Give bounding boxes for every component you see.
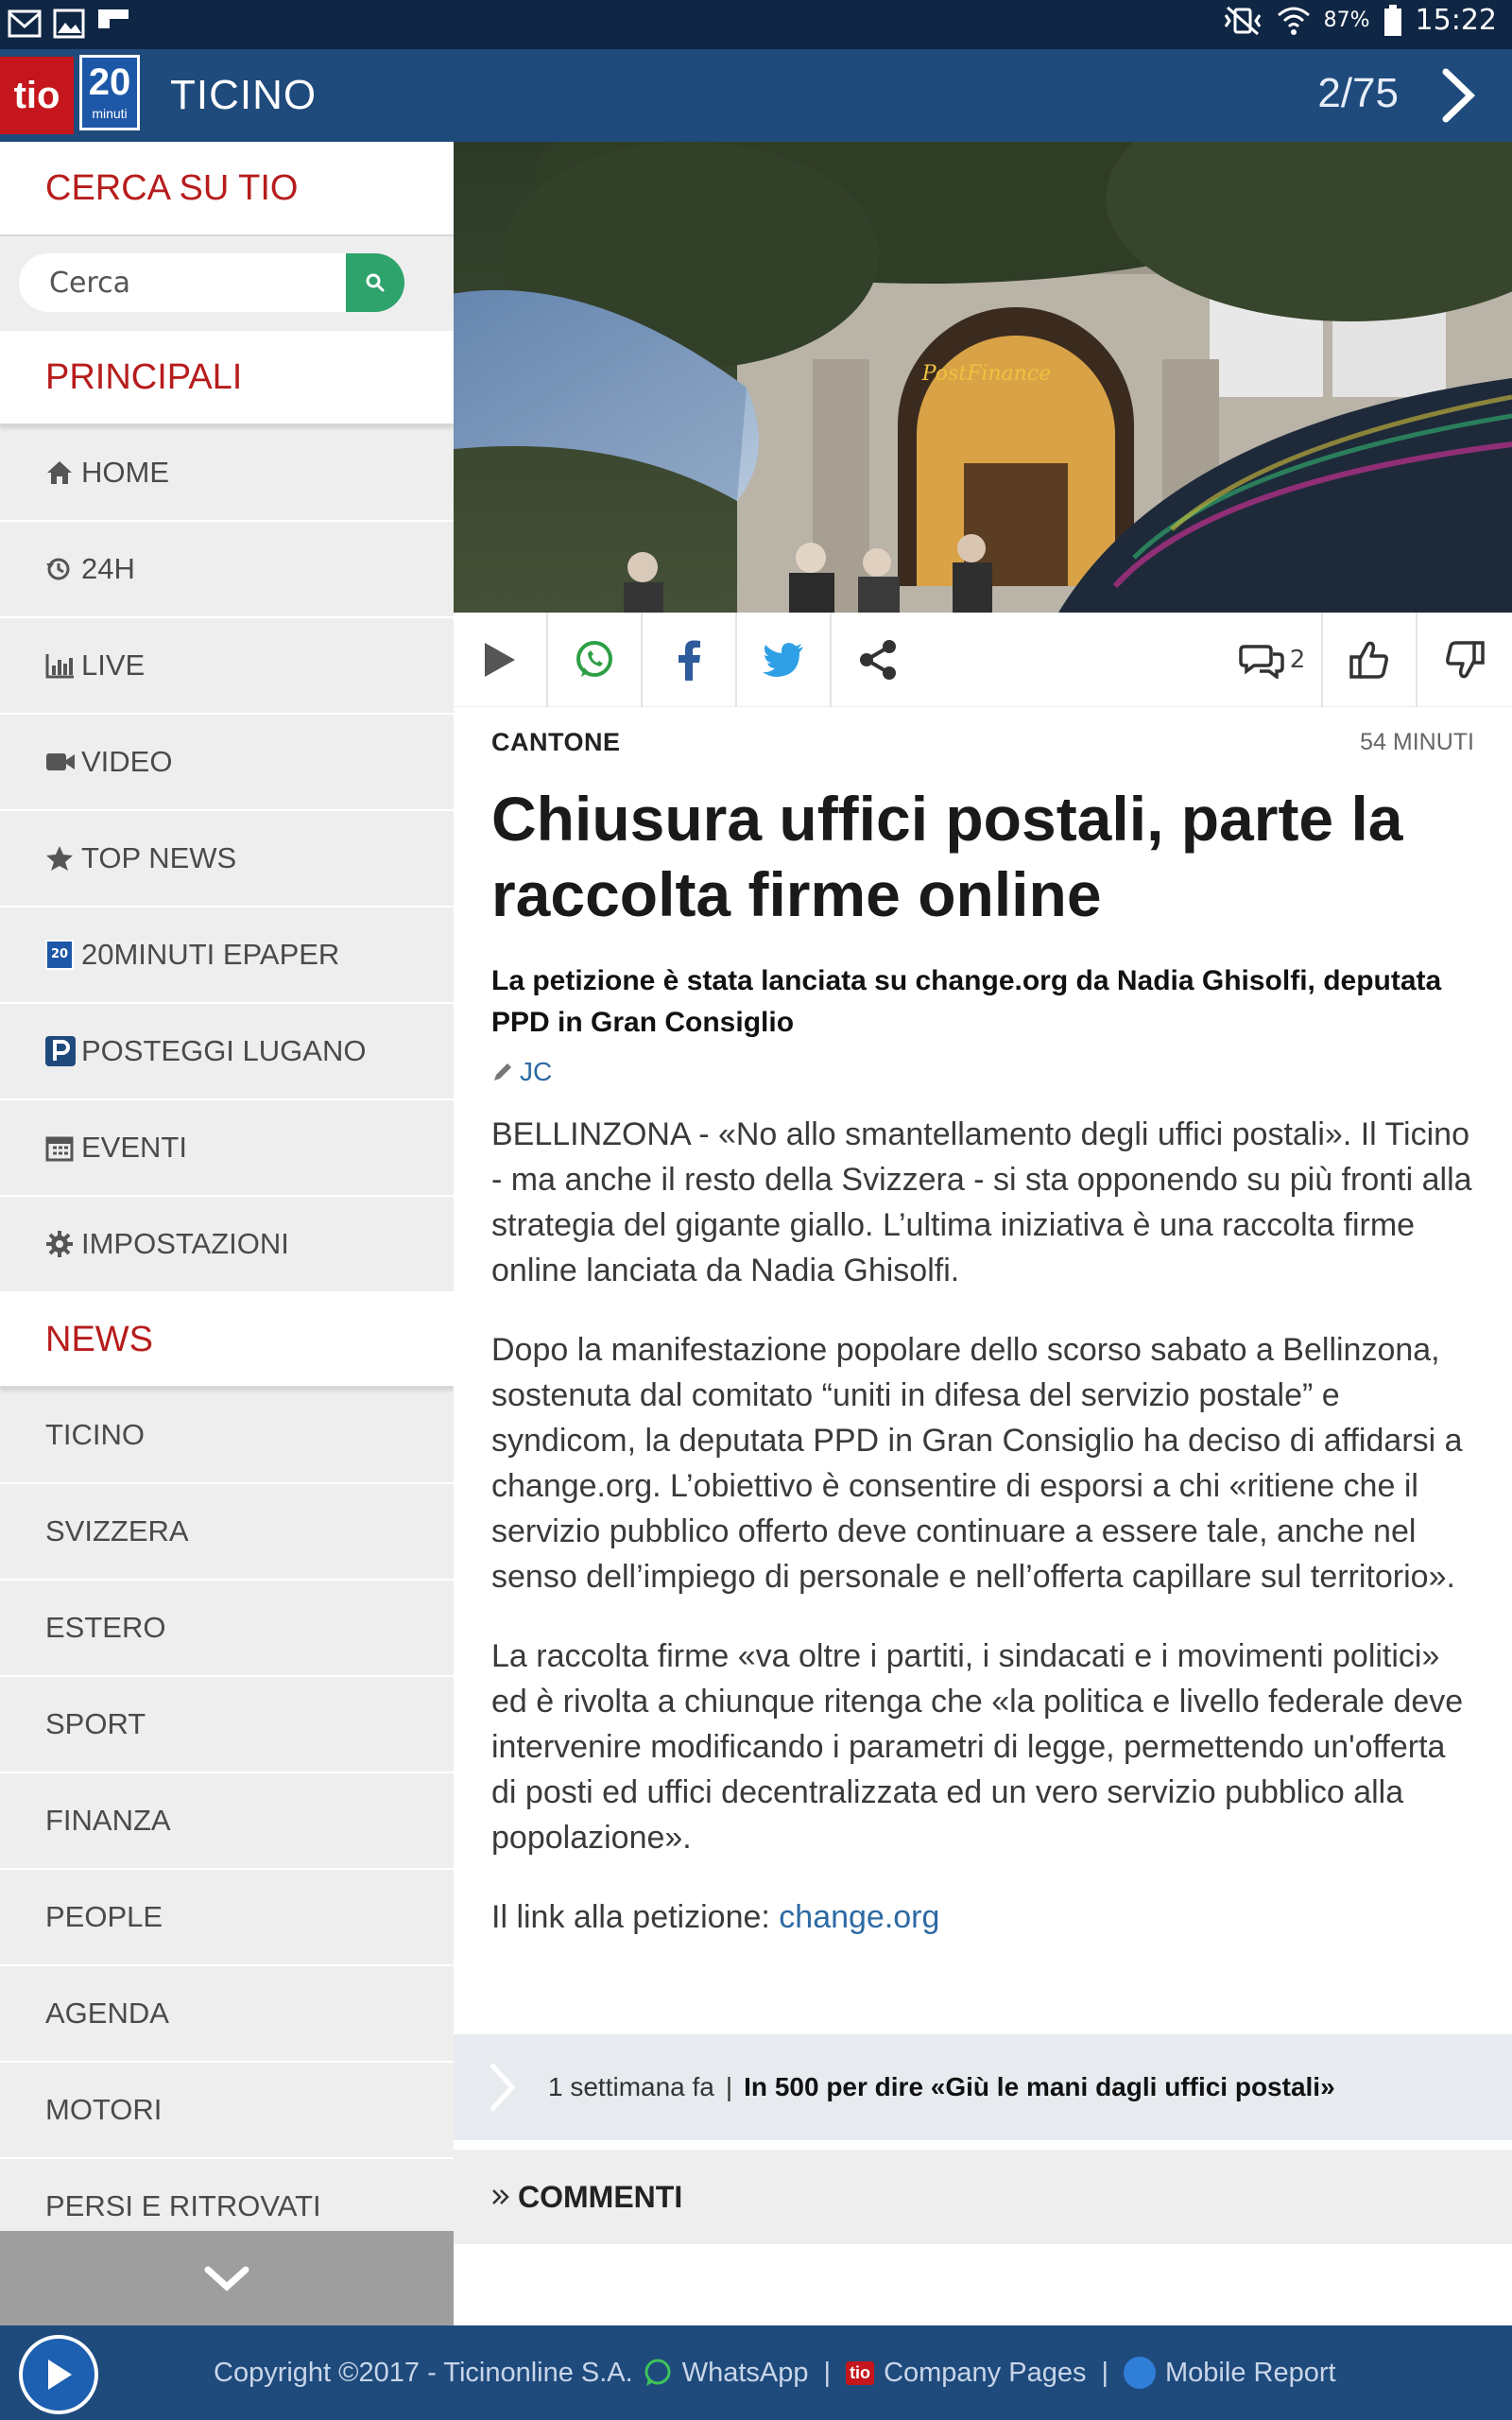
article-body: [491, 720, 1474, 1940]
petition-link-paragraph: [491, 1894, 1474, 1940]
news-heading: NEWS: [0, 1293, 454, 1388]
calendar-icon: [45, 1133, 74, 1162]
sidebar-item-persi-ritrovati[interactable]: PERSI E RITROVATI: [0, 2159, 454, 2231]
mobile-report-icon: [1124, 2357, 1156, 2389]
comments-count-button[interactable]: [1228, 613, 1315, 707]
article-hero-image[interactable]: [454, 142, 1512, 613]
comments-icon: [1239, 641, 1284, 679]
comments-label: COMMENTI: [518, 2179, 683, 2214]
facebook-share-button[interactable]: [643, 613, 735, 707]
search-icon: [364, 271, 387, 294]
petition-link[interactable]: change.org: [779, 1899, 940, 1935]
article-paragraph: Dopo la manifestazione popolare dello scorso sabato a Bellinzona, sostenuta dal comitato “uniti in difesa del servizio postale” e syndicom, la deputata PPD in Gran Consiglio ha deciso di affidarsi a change.org. L’obiettivo è consentire di esporsi a chi «ritiene che il servizio pubblico offerto deve continuare a essere tale, anche nel senso dell’impiego di personale e nell’offerta capillare sul territorio».: [491, 1332, 1463, 1595]
footer-links: Copyright ©2017 - Ticinonline S.A. WhatsApp | tio Company Pages | Mobile Report: [214, 2357, 1336, 2388]
sidebar-scroll-down-button[interactable]: [0, 2231, 454, 2325]
sidebar-item-parking[interactable]: [0, 1004, 454, 1100]
play-icon: [483, 641, 517, 679]
sidebar-item-label: TOP NEWS: [81, 841, 237, 874]
related-title: In 500 per dire «Giù le mani dagli uffici postali»: [744, 2072, 1335, 2101]
article-category[interactable]: CANTONE: [491, 727, 621, 756]
thumbs-down-icon: [1444, 639, 1486, 681]
related-article[interactable]: [454, 2034, 1512, 2140]
related-time: 1 settimana fa: [548, 2072, 714, 2101]
sidebar-item-home[interactable]: [0, 425, 454, 522]
gmail-icon: [8, 8, 42, 40]
20minuti-logo-sub: minuti: [92, 106, 128, 121]
share-icon: [857, 639, 899, 681]
article-subtitle: La petizione è stata lanciata su change.org da Nadia Ghisolfi, deputata PPD in Gran Consiglio: [491, 965, 1442, 1038]
flipboard-icon: [96, 8, 130, 40]
play-audio-button[interactable]: [454, 613, 546, 707]
article-time: 54 MINUTI: [1360, 728, 1474, 755]
article-paragraph: BELLINZONA - «No allo smantellamento degli uffici postali». Il Ticino - ma anche il resto della Svizzera - si sta opponendo su più fronti alla strategia del gigante giallo. L’ultima iniziativa è una raccolta firme online lanciata da Nadia Ghisolfi.: [491, 1116, 1472, 1288]
app-header: [0, 49, 1512, 142]
sidebar-item-24h[interactable]: [0, 522, 454, 618]
whatsapp-link[interactable]: WhatsApp: [681, 2357, 809, 2388]
facebook-icon: [675, 639, 703, 681]
bar-chart-icon: [45, 652, 76, 679]
footer-bar: [0, 2325, 1512, 2420]
whatsapp-icon: [574, 639, 615, 681]
clock: 15:22: [1415, 4, 1497, 37]
comments-count: 2: [1289, 646, 1306, 674]
chevron-right-icon: [484, 2061, 518, 2114]
sidebar-menu: [0, 142, 454, 2231]
sidebar-item-finanza[interactable]: FINANZA: [0, 1773, 454, 1870]
gear-icon: [45, 1230, 74, 1258]
search-input[interactable]: Cerca: [19, 253, 350, 312]
sidebar-item-sport[interactable]: SPORT: [0, 1677, 454, 1773]
svg-text:20: 20: [50, 947, 69, 961]
twitter-icon: [763, 643, 804, 677]
sidebar-item-top-news[interactable]: [0, 811, 454, 908]
copyright-text: Copyright ©2017 - Ticinonline S.A.: [214, 2357, 633, 2388]
mobile-report-link[interactable]: Mobile Report: [1165, 2357, 1336, 2388]
chevron-down-icon: [202, 2262, 251, 2294]
sidebar-item-label: HOME: [81, 456, 169, 489]
comments-section-toggle[interactable]: [454, 2150, 1512, 2244]
sidebar-item-svizzera[interactable]: SVIZZERA: [0, 1484, 454, 1581]
sidebar-item-label: IMPOSTAZIONI: [81, 1227, 289, 1260]
status-bar: [0, 0, 1512, 49]
20minuti-logo[interactable]: [79, 55, 140, 130]
next-article-chevron-icon[interactable]: [1423, 62, 1489, 129]
pencil-icon: [491, 1061, 514, 1083]
history-icon: [45, 556, 72, 582]
radio-play-button[interactable]: [19, 2335, 98, 2414]
sidebar-item-ticino[interactable]: TICINO: [0, 1388, 454, 1484]
star-icon: [45, 845, 74, 872]
article-meta: [491, 720, 1474, 764]
sidebar-item-label: EVENTI: [81, 1131, 187, 1164]
parking-icon: [45, 1036, 76, 1066]
article-paragraph: La raccolta firme «va oltre i partiti, i sindacati e i movimenti politici» ed è rivolta a chiunque ritenga che «la politica e livello federale deve intervenire modificando i parametri di legge, permettendo un'offerta di posti ed uffici decentralizzata ed un vero servizio pubblico alla popolazione».: [491, 1638, 1464, 1856]
wifi-icon: [1277, 6, 1311, 36]
dislike-button[interactable]: [1418, 613, 1512, 707]
tio-small-logo: tio: [846, 2361, 874, 2385]
share-button[interactable]: [832, 613, 924, 707]
20minuti-epaper-icon: [45, 940, 74, 970]
tio-logo[interactable]: tio: [0, 57, 74, 134]
sidebar-item-video[interactable]: [0, 715, 454, 811]
sidebar-item-estero[interactable]: ESTERO: [0, 1581, 454, 1677]
whatsapp-share-button[interactable]: [548, 613, 641, 707]
sidebar-item-epaper[interactable]: [0, 908, 454, 1004]
related-separator: |: [725, 2072, 733, 2101]
sidebar-item-label: POSTEGGI LUGANO: [81, 1034, 367, 1067]
whatsapp-icon: [643, 2358, 673, 2388]
company-pages-link[interactable]: Company Pages: [884, 2357, 1087, 2388]
hero-sign: PostFinance: [921, 362, 1052, 386]
sidebar-item-people[interactable]: PEOPLE: [0, 1870, 454, 1966]
search-button[interactable]: [346, 253, 404, 312]
sidebar-item-live[interactable]: [0, 618, 454, 715]
sidebar-item-label: LIVE: [81, 648, 146, 682]
search-row: [0, 236, 454, 331]
double-chevron-right-icon: [491, 2187, 512, 2207]
twitter-share-button[interactable]: [737, 613, 830, 707]
petition-link-prefix: Il link alla petizione:: [491, 1899, 780, 1935]
gallery-icon: [53, 8, 85, 40]
mute-vibrate-icon: [1222, 6, 1263, 36]
article-author[interactable]: [491, 1057, 1474, 1087]
battery-percent: 87%: [1323, 9, 1370, 32]
sidebar-item-label: 20MINUTI EPAPER: [81, 938, 340, 971]
like-button[interactable]: [1323, 613, 1416, 707]
thumbs-up-icon: [1349, 639, 1390, 681]
play-icon: [43, 2357, 75, 2393]
sidebar-item-settings[interactable]: [0, 1197, 454, 1293]
sidebar-item-motori[interactable]: MOTORI: [0, 2063, 454, 2159]
section-title: TICINO: [170, 72, 318, 118]
principal-heading: PRINCIPALI: [0, 331, 454, 425]
article-pager: 2/75: [1317, 70, 1399, 116]
battery-icon: [1383, 5, 1402, 37]
sidebar-item-agenda[interactable]: AGENDA: [0, 1966, 454, 2063]
article-headline: Chiusura uffici postali, parte la raccolta firme online: [491, 784, 1403, 929]
article-action-toolbar: [454, 613, 1512, 707]
video-camera-icon: [45, 751, 76, 773]
author-name: JC: [520, 1057, 553, 1086]
search-heading: CERCA SU TIO: [0, 142, 454, 236]
sidebar-item-label: VIDEO: [81, 745, 173, 778]
home-icon: [45, 459, 74, 486]
article-panel: [454, 142, 1512, 2325]
sidebar-item-events[interactable]: [0, 1100, 454, 1197]
20minuti-logo-number: 20: [88, 61, 131, 103]
sidebar-item-label: 24H: [81, 552, 135, 585]
